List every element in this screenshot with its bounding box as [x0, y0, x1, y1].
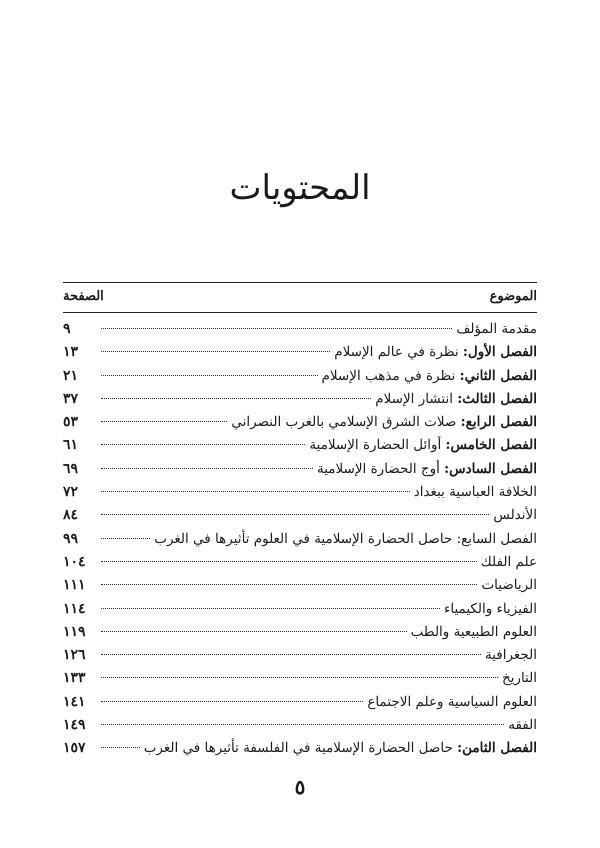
toc-entry-label: [481, 574, 537, 597]
toc-entry-page: ٥٣: [63, 414, 79, 431]
top-rule: [63, 282, 537, 283]
toc-entry-title: صلات الشرق الإسلامي بالغرب النصراني: [231, 414, 457, 431]
dot-leader: [101, 397, 371, 399]
toc-entry: [63, 621, 537, 644]
chapter-number: الفصل الثاني:: [459, 367, 537, 384]
toc-entry-title: نظرة في عالم الإسلام: [334, 344, 459, 361]
toc-entry-title: الفقه: [508, 717, 537, 734]
chapter-number: الفصل الثالث:: [457, 390, 537, 407]
toc-entry-title: أوائل الحضارة الإسلامية: [309, 437, 442, 454]
toc-entry-label: [231, 411, 537, 434]
toc-entry-page: ١٥٧: [63, 740, 86, 757]
toc-entry-label: [414, 481, 537, 504]
dot-leader: [101, 350, 330, 352]
toc-entry: [63, 411, 537, 434]
toc-entry: [63, 388, 537, 411]
toc-entry-page: ١٢٦: [63, 647, 86, 664]
dot-leader: [101, 513, 489, 515]
toc-entry-page: ١٤٩: [63, 717, 86, 734]
toc-entry: [63, 341, 537, 364]
dot-leader: [101, 746, 140, 748]
toc-entry-page: ٨٤: [63, 507, 79, 524]
chapter-number: الفصل الخامس:: [445, 437, 537, 454]
dot-leader: [101, 420, 227, 422]
toc-entry-page: ١٠٤: [63, 553, 86, 570]
toc-entry-title: الفيزياء والكيمياء: [444, 600, 537, 617]
toc-entry: [63, 737, 537, 760]
toc-list: [63, 318, 537, 761]
dot-leader: [101, 327, 452, 329]
dot-leader: [101, 537, 150, 539]
toc-entry-label: [317, 458, 537, 481]
toc-entry-page: ٧٢: [63, 484, 79, 501]
dot-leader: [101, 607, 440, 609]
toc-entry-title: أوج الحضارة الإسلامية: [316, 460, 440, 477]
page-title: المحتويات: [229, 168, 371, 208]
toc-entry-label: [502, 667, 537, 690]
toc-entry-page: ١٤١: [63, 693, 86, 710]
chapter-number: الفصل الرابع:: [460, 414, 537, 431]
dot-leader: [101, 374, 318, 376]
toc-entry-label: [367, 691, 537, 714]
toc-entry-label: [485, 644, 537, 667]
toc-entry-label: [456, 318, 537, 341]
toc-entry-title: انتشار الإسلام: [375, 390, 453, 407]
dot-leader: [101, 676, 498, 678]
toc-entry: [63, 598, 537, 621]
toc-entry-label: [144, 737, 537, 760]
toc-entry: [63, 318, 537, 341]
toc-entry-page: ٦١: [63, 437, 79, 454]
chapter-number: الفصل الأول:: [462, 344, 537, 361]
toc-entry: [63, 644, 537, 667]
toc-entry-label: [411, 621, 537, 644]
toc-entry: [63, 574, 537, 597]
toc-entry-title: التاريخ: [501, 670, 537, 687]
toc-entry: [63, 481, 537, 504]
toc-entry-label: [334, 341, 537, 364]
toc-entry: [63, 365, 537, 388]
toc-entry-label: [154, 528, 537, 551]
header-rule: [63, 312, 537, 313]
toc-entry-title: مقدمة المؤلف: [456, 321, 537, 337]
dot-leader: [101, 443, 305, 445]
page-number: ٥: [294, 775, 306, 799]
dot-leader: [101, 467, 313, 469]
toc-header: [63, 289, 537, 309]
toc-entry-page: ٢١: [63, 367, 79, 384]
dot-leader: [101, 583, 477, 585]
toc-entry-page: ١١١: [63, 577, 86, 594]
dot-leader: [101, 560, 477, 562]
dot-leader: [101, 653, 481, 655]
toc-entry: [63, 691, 537, 714]
toc-entry-title: نظرة في مذهب الإسلام: [321, 367, 456, 384]
toc-entry: [63, 667, 537, 690]
toc-entry-title: الفصل السابع: حاصل الحضارة الإسلامية في العلوم تأثيرها في الغرب: [154, 530, 537, 547]
toc-entry: [63, 434, 537, 457]
toc-entry-page: ٦٩: [63, 460, 79, 477]
toc-entry-page: ١٣٣: [63, 670, 86, 687]
toc-entry-title: الجغرافية: [484, 647, 537, 664]
toc-entry-page: ١١٩: [63, 623, 86, 640]
dot-leader: [101, 700, 363, 702]
chapter-number: الفصل السادس:: [444, 460, 537, 477]
toc-entry-title: الرياضيات: [481, 577, 537, 594]
toc-entry: [63, 504, 537, 527]
toc-entry-label: [493, 504, 537, 527]
toc-entry: [63, 714, 537, 737]
toc-entry-label: [481, 551, 537, 574]
toc-entry-title: علم الفلك: [480, 553, 537, 570]
toc-entry: [63, 458, 537, 481]
dot-leader: [101, 490, 410, 492]
toc-entry-title: العلوم السياسية وعلم الاجتماع: [367, 693, 537, 710]
toc-entry: [63, 528, 537, 551]
toc-entry-page: ١٣: [63, 344, 79, 361]
page-column-header: الصفحة: [63, 289, 104, 304]
dot-leader: [101, 630, 407, 632]
toc-entry-label: [444, 598, 537, 621]
toc-entry-label: [375, 388, 537, 411]
toc-entry: [63, 551, 537, 574]
toc-entry-label: [309, 434, 537, 457]
chapter-number: الفصل الثامن:: [457, 740, 537, 757]
toc-entry-title: الخلافة العباسية ببغداد: [413, 484, 537, 501]
toc-entry-label: [508, 714, 537, 737]
toc-entry-title: الأندلس: [493, 507, 537, 524]
toc-entry-page: ١١٤: [63, 600, 86, 617]
dot-leader: [101, 723, 504, 725]
toc-entry-page: ٩: [63, 321, 71, 337]
toc-entry-page: ٩٩: [63, 530, 79, 547]
toc-entry-title: العلوم الطبيعية والطب: [410, 623, 537, 640]
toc-entry-page: ٣٧: [63, 390, 79, 407]
toc-entry-label: [322, 365, 537, 388]
toc-entry-title: حاصل الحضارة الإسلامية في الفلسفة تأثيرها في الغرب: [143, 740, 453, 757]
topic-column-header: الموضوع: [489, 289, 537, 304]
